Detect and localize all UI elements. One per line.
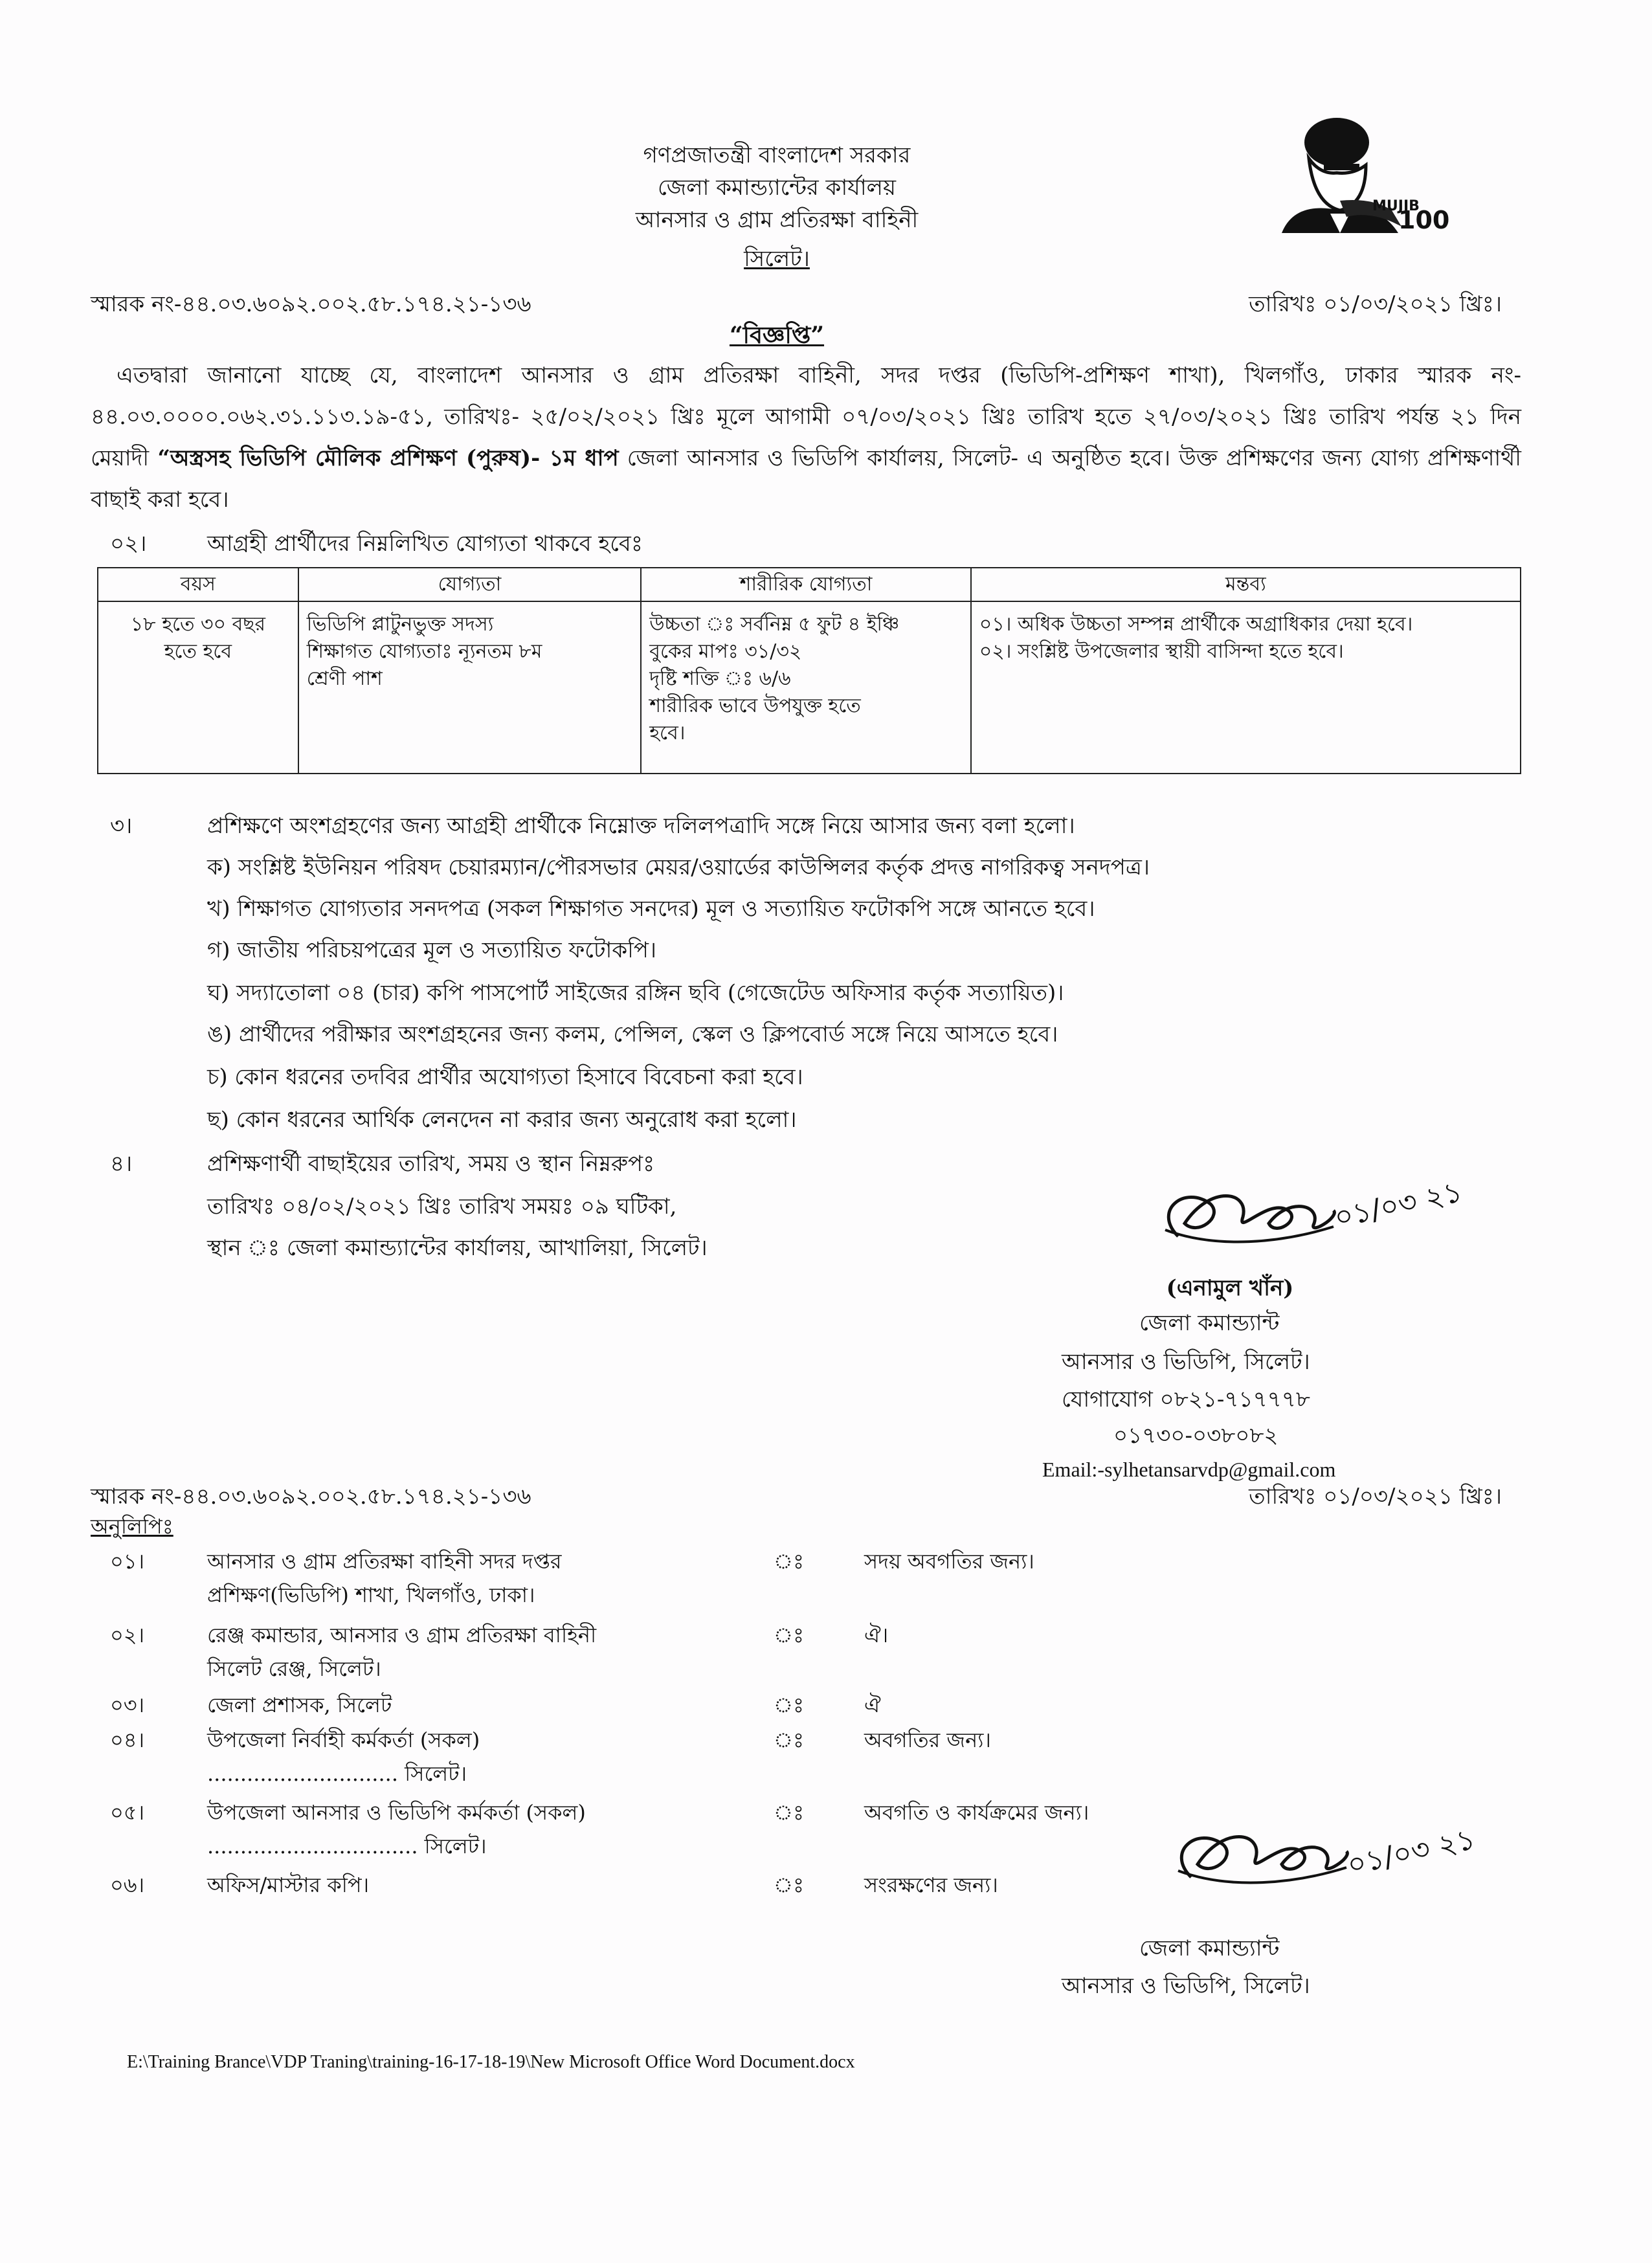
signatory-email: Email:-sylhetansarvdp@gmail.com (1042, 1458, 1336, 1481)
signatory-mobile: ০১৭৩০-০৩৮০৮২ (1113, 1423, 1278, 1449)
header-remarks: মন্তব্য (971, 568, 1521, 601)
remarks-line-1: ০১। অধিক উচ্চতা সম্পন্ন প্রার্থীকে অগ্রাধিকার দেয়া হবে। (979, 613, 1413, 636)
doc-item-ka: ক) সংশ্লিষ্ট ইউনিয়ন পরিষদ চেয়ারম্যান/পৌরসভার মেয়র/ওয়ার্ডের কাউন্সিলর কর্তৃক প্রদত্ত নাগরিকত্ব সনদপত্র। (207, 854, 1150, 880)
section4-text: প্রশিক্ষণার্থী বাছাইয়ের তারিখ, সময় ও স্থান নিম্নরুপঃ (207, 1151, 655, 1177)
section3-number: ৩। (110, 813, 133, 839)
selection-place: স্থান ঃ জেলা কমান্ড্যান্টের কার্যালয়, আখালিয়া, সিলেট। (207, 1235, 708, 1261)
svg-text:100: 100 (1398, 206, 1450, 233)
copy-title: অনুলিপিঃ (91, 1514, 173, 1539)
intro-text-2: জেলা আনসার ও ভিডিপি কার্যালয়, সিলেট- এ অনুষ্ঠিত হবে। উক্ত প্রশিক্ষণের জন্য যোগ্য প্রশিক্ষণার্থী বাছাই করা হবে। (91, 445, 1521, 513)
copy-row-line: উপজেলা আনসার ও ভিডিপি কর্মকর্তা (সকল) (207, 1800, 586, 1825)
svg-text:MUJIB: MUJIB (1372, 198, 1420, 214)
signatory-phone: যোগাযোগ ০৮২১-৭১৭৭৭৮ (1062, 1387, 1310, 1412)
copy-row-purpose: অবগতি ও কার্যক্রমের জন্য। (864, 1800, 1089, 1825)
copy-row-purpose: ঐ (864, 1693, 881, 1717)
physical-line-1: উচ্চতা ঃ সর্বনিম্ন ৫ ফুট ৪ ইঞ্চি (649, 613, 900, 636)
copy-row-num: ০২। (110, 1623, 145, 1647)
selection-date-time: তারিখঃ ০৪/০২/২০২১ খ্রিঃ তারিখ সময়ঃ ০৯ ঘটিকা, (207, 1194, 677, 1220)
copy-row-num: ০৫। (110, 1800, 145, 1825)
copy-row-num: ০৩। (110, 1693, 145, 1717)
intro-paragraph (91, 355, 1521, 520)
copy-row-purpose: অবগতির জন্য। (864, 1728, 991, 1752)
section2-number: ০২। (110, 531, 147, 557)
copy-memo-number: স্মারক নং-৪৪.০৩.৬০৯২.০০২.৫৮.১৭৪.২১-১৩৬ (91, 1484, 531, 1510)
doc-item-ga: গ) জাতীয় পরিচয়পত্রের মূল ও সত্যায়িত ফটোকপি। (207, 937, 657, 963)
copy-row-purpose: ঐ। (864, 1623, 889, 1647)
copy-row-line: রেঞ্জ কমান্ডার, আনসার ও গ্রাম প্রতিরক্ষা বাহিনী (207, 1623, 597, 1647)
age-line-1: ১৮ হতে ৩০ বছর (130, 613, 265, 636)
qualification-line-3: শ্রেণী পাশ (306, 667, 383, 690)
copy-row-line: অফিস/মাস্টার কপি। (207, 1873, 370, 1897)
copy-date: তারিখঃ ০১/০৩/২০২১ খ্রিঃ। (1249, 1484, 1502, 1510)
notice-title: “বিজ্ঞপ্তি” (729, 322, 825, 349)
doc-item-gha: ঘ) সদ্যাতোলা ০৪ (চার) কপি পাসপোর্ট সাইজের রঙ্গিন ছবি (গেজেটেড অফিসার কর্তৃক সত্যায়িত)। (207, 980, 1064, 1006)
doc-item-uma: ঙ) প্রার্থীদের পরীক্ষার অংশগ্রহনের জন্য কলম, পেন্সিল, স্কেল ও ক্লিপবোর্ড সঙ্গে নিয়ে আসতে হবে। (207, 1021, 1058, 1047)
cell-age (98, 601, 298, 774)
section3-text: প্রশিক্ষণে অংশগ্রহণের জন্য আগ্রহী প্রার্থীকে নিম্নোক্ত দলিলপত্রাদি সঙ্গে নিয়ে আসার জন্য বলা হলো। (207, 813, 1075, 839)
memo-date: তারিখঃ ০১/০৩/২০২১ খ্রিঃ। (1249, 291, 1502, 317)
footer-file-path: E:\Training Brance\VDP Traning\training-16-17-18-19\New Microsoft Office Word Document.docx (127, 2052, 855, 2072)
copy-sign-title: জেলা কমান্ড্যান্ট (1139, 1935, 1280, 1961)
qualification-line-1: ভিডিপি প্লাটুনভুক্ত সদস্য (306, 613, 494, 636)
copy-row-line: জেলা প্রশাসক, সিলেট (207, 1693, 392, 1717)
copy-row-line: উপজেলা নির্বাহী কর্মকর্তা (সকল) (207, 1728, 480, 1752)
signatory-name: (এনামুল খাঁন) (1166, 1275, 1294, 1301)
copy-sign-office: আনসার ও ভিডিপি, সিলেট। (1062, 1973, 1310, 1999)
copy-row-line: প্রশিক্ষণ(ভিডিপি) শাখা, খিলগাঁও, ঢাকা। (207, 1583, 535, 1607)
doc-item-chha: ছ) কোন ধরনের আর্থিক লেনদেন না করার জন্য অনুরোধ করা হলো। (207, 1107, 797, 1133)
header-government: গণপ্রজাতন্ত্রী বাংলাদেশ সরকার (643, 142, 911, 168)
copy-row-colon: ঃ (774, 1549, 805, 1574)
copy-row-line: আনসার ও গ্রাম প্রতিরক্ষা বাহিনী সদর দপ্তর (207, 1549, 562, 1574)
header-office: জেলা কমান্ড্যান্টের কার্যালয় (658, 175, 896, 201)
signature-date: ০১/০৩ ২১ (1331, 1175, 1466, 1235)
table-row (98, 601, 1521, 774)
physical-line-2: বুকের মাপঃ ৩১/৩২ (649, 640, 802, 663)
copy-row-colon: ঃ (774, 1693, 805, 1717)
section2-text: আগ্রহী প্রার্থীদের নিম্নলিখিত যোগ্যতা থাকবে হবেঃ (207, 531, 643, 557)
copy-row-line: সিলেট রেঞ্জ, সিলেট। (207, 1656, 381, 1681)
copy-row-colon: ঃ (774, 1728, 805, 1752)
doc-item-kha: খ) শিক্ষাগত যোগ্যতার সনদপত্র (সকল শিক্ষাগত সনদের) মূল ও সত্যায়িত ফটোকপি সঙ্গে আনতে হবে। (207, 896, 1095, 922)
copy-row-num: ০৪। (110, 1728, 145, 1752)
copy-row-num: ০৬। (110, 1873, 145, 1897)
header-district: সিলেট। (744, 246, 810, 272)
copy-row-colon: ঃ (774, 1800, 805, 1825)
age-line-2: হতে হবে (164, 640, 232, 663)
signature-copy-date: ০১/০৩ ২১ (1344, 1822, 1479, 1882)
copy-row-purpose: সদয় অবগতির জন্য। (864, 1549, 1034, 1574)
intro-bold: “অস্ত্রসহ ভিডিপি মৌলিক প্রশিক্ষণ (পুরুষ)- ১ম ধাপ (157, 445, 619, 471)
copy-row-line: ............................. সিলেট। (207, 1761, 467, 1786)
copy-row-purpose: সংরক্ষণের জন্য। (864, 1873, 998, 1897)
physical-line-5: হবে। (649, 722, 686, 744)
copy-row-colon: ঃ (774, 1623, 805, 1647)
copy-row-num: ০১। (110, 1549, 145, 1574)
mujib-centenary-logo (1269, 113, 1463, 233)
cell-qualification (298, 601, 642, 774)
physical-line-4: শারীরিক ভাবে উপযুক্ত হতে (649, 695, 861, 717)
header-force: আনসার ও গ্রাম প্রতিরক্ষা বাহিনী (635, 207, 919, 233)
doc-item-cha: চ) কোন ধরনের তদবির প্রার্থীর অযোগ্যতা হিসাবে বিবেচনা করা হবে। (207, 1064, 803, 1090)
requirements-table (97, 567, 1521, 774)
cell-physical (641, 601, 971, 774)
header-physical: শারীরিক যোগ্যতা (641, 568, 971, 601)
signatory-office: আনসার ও ভিডিপি, সিলেট। (1062, 1349, 1310, 1375)
intro-text-1: এতদ্বারা জানানো যাচ্ছে যে, বাংলাদেশ আনসার ও গ্রাম প্রতিরক্ষা বাহিনী, সদর দপ্তর (ভিডিপি-প্রশিক্ষণ শাখা), খিলগাঁও, ঢাকার স্মারক নং- ৪৪.০৩.০০০০.০৬২.৩১.১১৩.১৯-৫১, তারিখঃ- ২৫/০২/২০২১ খ্রিঃ মূলে আগামী ০৭/০৩/২০২১ খ্রিঃ তারিখ হতে ২৭/০৩/২০২১ খ্রিঃ তারিখ পর্যন্ত ২১ দিন মেয়াদী (91, 362, 1521, 471)
signatory-title: জেলা কমান্ড্যান্ট (1139, 1310, 1280, 1336)
signature (1139, 1159, 1476, 1282)
header-qualification: যোগ্যতা (298, 568, 642, 601)
section4-number: ৪। (110, 1151, 133, 1177)
copy-row-line: ................................ সিলেট। (207, 1834, 487, 1858)
header-age: বয়স (98, 568, 298, 601)
remarks-line-2: ০২। সংশ্লিষ্ট উপজেলার স্থায়ী বাসিন্দা হতে হবে। (979, 640, 1344, 663)
cell-remarks (971, 601, 1521, 774)
memo-number: স্মারক নং-৪৪.০৩.৬০৯২.০০২.৫৮.১৭৪.২১-১৩৬ (91, 291, 531, 317)
table-header-row (98, 568, 1521, 601)
qualification-line-2: শিক্ষাগত যোগ্যতাঃ ন্যূনতম ৮ম (306, 640, 542, 663)
physical-line-3: দৃষ্টি শক্তি ঃ ৬/৬ (649, 667, 791, 690)
copy-row-colon: ঃ (774, 1873, 805, 1897)
